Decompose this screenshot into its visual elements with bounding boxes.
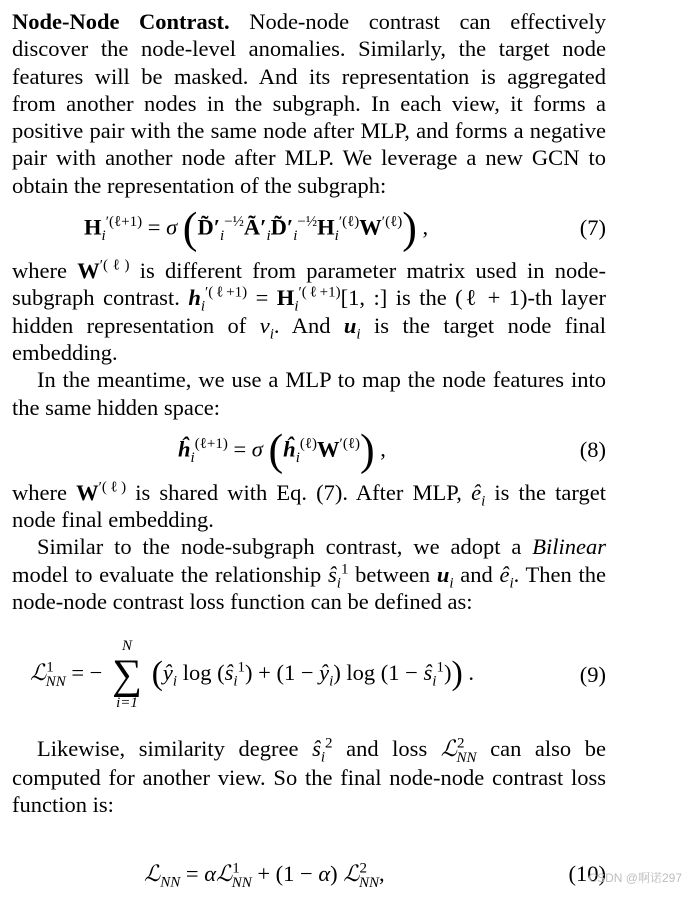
equation-9-body: ℒ$^1_{NN}$ = − N ∑ i=1 ($ŷ_i$ $\log (ŝ_i^1) + (1$ − $ŷ_i$) $\log (1 - ŝ_i^1)$) . (30, 638, 475, 712)
paper-page (12, 8, 606, 908)
equation-10-body: ℒ$_{NN}$ = αℒ$^1_{NN}$ + (1 − α) ℒ$^2_{NN}$, (144, 860, 385, 891)
paragraph-likewise: Likewise, similarity degree $ŝ_i^2$ and loss ℒ$^2_{NN}$ can also be computed for another view. So the final node-node contrast loss function is: (12, 735, 607, 817)
equation-9 (12, 615, 606, 735)
equation-10 (12, 818, 606, 908)
equation-8 (12, 421, 606, 479)
paragraph-mlp: In the meantime, we use a MLP to map the node features into the same hidden space: (12, 367, 606, 420)
paragraph-shared-weights: where $W^{'(\ell)}$ is shared with Eq. (7). After MLP, $ê_i$ is the target node final embedding. (12, 479, 606, 533)
section-heading: Node-Node Contrast. (12, 9, 230, 34)
equation-number: (9) (579, 662, 606, 688)
watermark: CSDN @啊诺297 (588, 871, 682, 885)
equation-number: (8) (579, 436, 606, 462)
paragraph-bilinear: Similar to the node-subgraph contrast, we adopt a Bilinear model to evaluate the relationship $ŝ_i^1$ between $u_i$ and $ê_i$. Then the node-node contrast loss function can be defined as: (12, 534, 606, 615)
equation-7 (12, 199, 606, 257)
paragraph-node-node-intro (12, 8, 606, 199)
equation-8-body: $ĥ_i^{(\ell+1)} = \sigma$ $(ĥ_i^{(\ell)}W^{'(\ell)})$ , (178, 425, 386, 475)
equation-7-body: $H_i^{'(\ell+1)} = \sigma$ $(D̃'_i^{-\frac{1}{2}}Ã'_iD̃'_i^{-\frac{1}{2}}H_i^{'(\ell)}W^{'(\ell)})$ , (84, 203, 429, 253)
paragraph-text: Node-node contrast can effectively discover the node-level anomalies. Similarly, the target node features will be masked. And its representation is aggregated from another nodes in the subgraph. In each view, it forms a positive pair with the same node after MLP, and forms a negative pair with another node after MLP. We leverage a new GCN to obtain the representation of the subgraph: (12, 9, 606, 198)
equation-number: (7) (579, 215, 606, 241)
equation-number: (10) (568, 861, 606, 887)
paragraph-weights: where $W^{'(\ell)}$ is different from parameter matrix used in node-subgraph contrast. $h_i^{'(\ell+1)} = H_i^{'(\ell+1)}[1$, :] is the (ℓ + 1)-th layer hidden representation of $v_i$. And $u_i$ is the target node final embedding. (12, 257, 607, 365)
